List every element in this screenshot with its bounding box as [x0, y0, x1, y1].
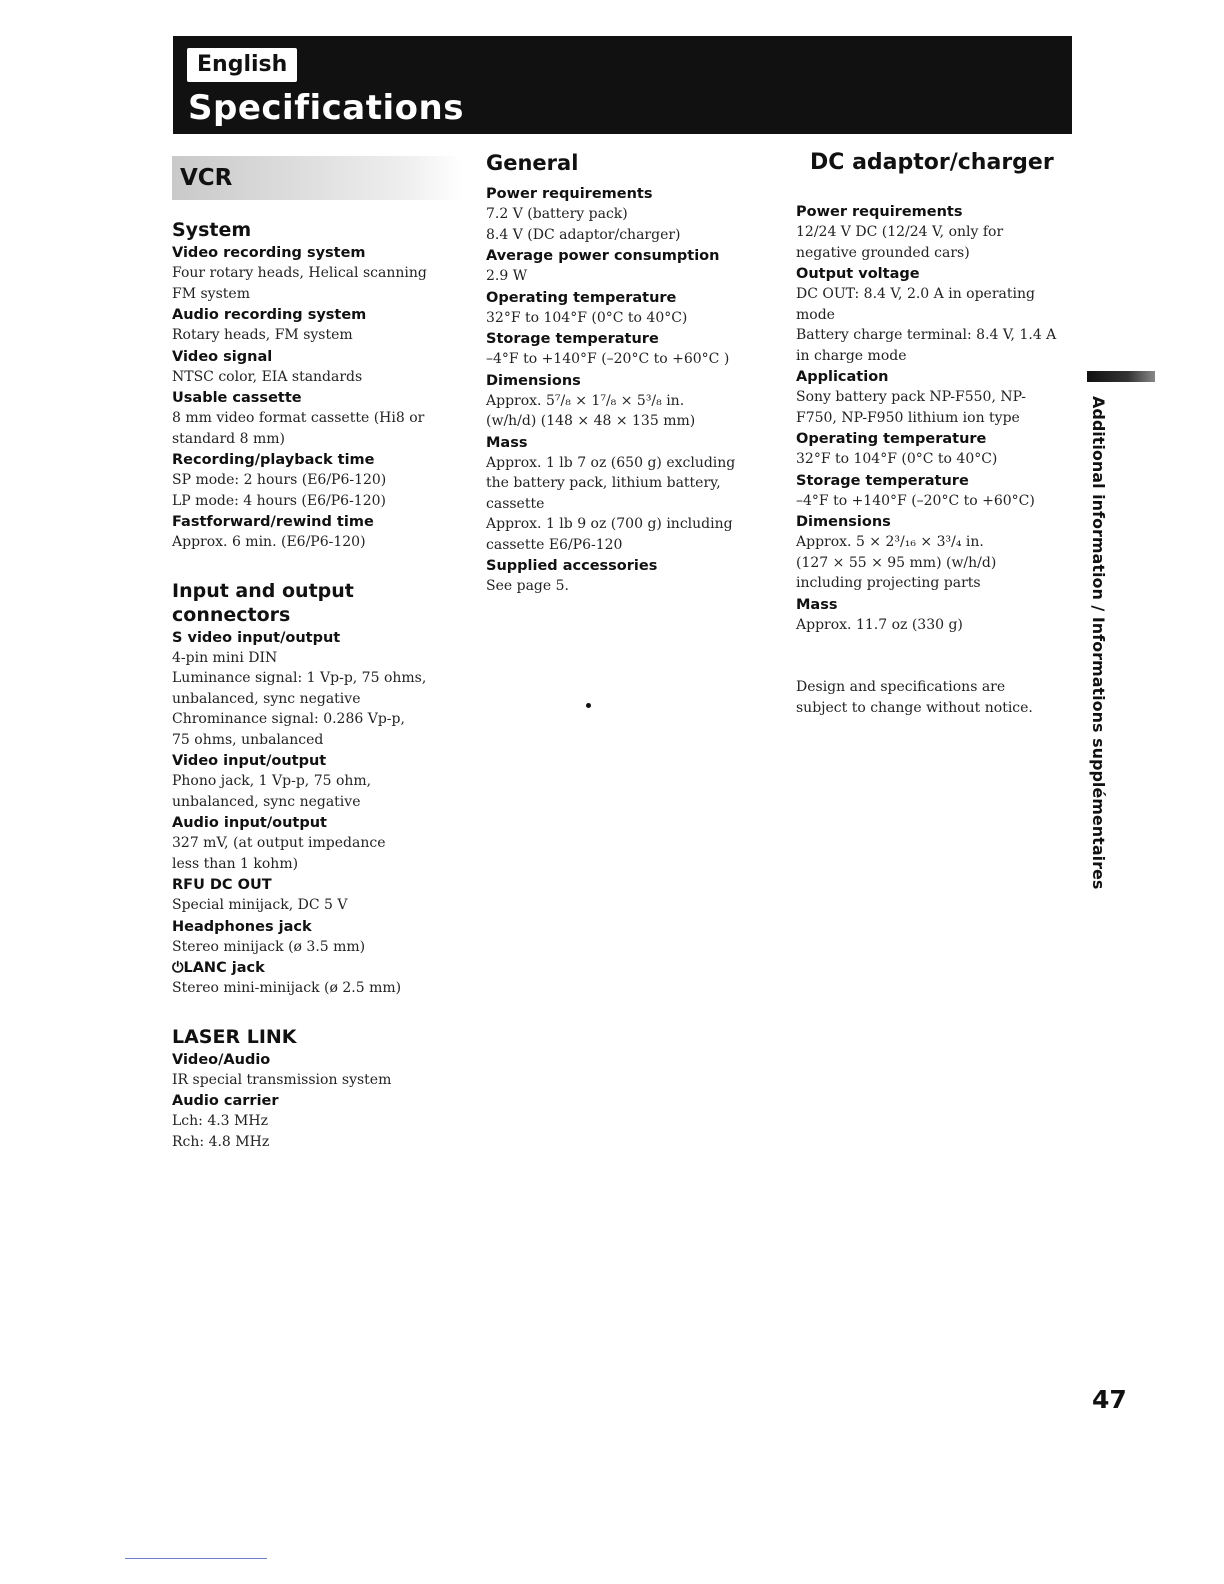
- spec-label: Video/Audio: [172, 1051, 271, 1068]
- io-heading-line2: connectors: [172, 603, 291, 626]
- spec-label: Audio recording system: [172, 307, 367, 323]
- language-badge: English: [187, 48, 297, 82]
- spec-value: –4°F to +140°F (–20°C to +60°C): [796, 492, 1035, 509]
- io-heading-line1: Input and output: [172, 579, 354, 602]
- spec-value: Approx. 11.7 oz (330 g): [796, 616, 963, 633]
- vcr-band: [172, 156, 462, 200]
- general-items: [486, 184, 776, 597]
- spec-value: 2.9 W: [486, 268, 528, 284]
- spec-label: Power requirements: [486, 186, 653, 202]
- spec-value: 12/24 V DC (12/24 V, only for negative grounded cars): [796, 224, 1004, 261]
- page-title: Specifications: [188, 88, 464, 128]
- spec-label: Dimensions: [486, 372, 581, 389]
- laser-link-heading: LASER LINK: [172, 1025, 297, 1048]
- spec-value: 4-pin mini DIN Luminance signal: 1 Vp-p, 75 ohms, unbalanced, sync negative Chrominance signal: 0.286 Vp-p, 75 ohms, unbalanced: [172, 649, 427, 748]
- spec-value: Approx. 5⁷/₈ × 1⁷/₈ × 5³/₈ in. (w/h/d) (148 × 48 × 135 mm): [486, 392, 696, 429]
- section-tab-marker: [1087, 371, 1155, 382]
- page-header: [173, 36, 1072, 134]
- spec-label: Audio carrier: [172, 1093, 279, 1109]
- spec-label: Fastforward/rewind time: [172, 514, 374, 530]
- vcr-column: [172, 150, 462, 1152]
- general-column: [486, 150, 776, 597]
- spec-value: 8 mm video format cassette (Hi8 or standard 8 mm): [172, 410, 425, 447]
- footer-rule: [125, 1558, 267, 1559]
- system-section: [172, 218, 462, 553]
- vcr-band-label: VCR: [180, 165, 233, 191]
- spec-label: Power requirements: [796, 204, 963, 220]
- spec-label: Operating temperature: [796, 431, 987, 447]
- spec-label: Video recording system: [172, 245, 366, 261]
- spec-label: ⏻LANC jack: [172, 960, 265, 976]
- spec-value: NTSC color, EIA standards: [172, 368, 363, 385]
- spec-value: 7.2 V (battery pack) 8.4 V (DC adaptor/charger): [486, 206, 681, 243]
- spec-value: Approx. 6 min. (E6/P6-120): [172, 534, 366, 550]
- spec-value: Approx. 5 × 2³/₁₆ × 3³/₄ in. (127 × 55 × 95 mm) (w/h/d) including projecting parts: [796, 534, 997, 591]
- spec-label: Supplied accessories: [486, 558, 658, 574]
- spec-value: Approx. 1 lb 7 oz (650 g) excluding the battery pack, lithium battery, cassette Approx. 1 lb 9 oz (700 g) including cassette E6/P6-120: [486, 454, 736, 553]
- page-number: 47: [1092, 1385, 1127, 1414]
- spec-value: See page 5.: [486, 578, 569, 594]
- system-heading: System: [172, 219, 252, 241]
- spec-value: 327 mV, (at output impedance less than 1 kohm): [172, 835, 386, 872]
- spec-value: Special minijack, DC 5 V: [172, 897, 348, 913]
- spec-label: Dimensions: [796, 514, 891, 530]
- dc-heading: DC adaptor/charger: [810, 150, 1054, 175]
- dc-column: [796, 150, 1061, 718]
- spec-label: Video input/output: [172, 753, 327, 769]
- spec-label: Storage temperature: [796, 472, 969, 489]
- spec-value: DC OUT: 8.4 V, 2.0 A in operating mode Battery charge terminal: 8.4 V, 1.4 A in charge mode: [796, 286, 1057, 364]
- spec-label: Headphones jack: [172, 918, 312, 935]
- spec-label: Average power consumption: [486, 248, 720, 264]
- spec-value: IR special transmission system: [172, 1071, 392, 1088]
- spec-value: Stereo minijack (ø 3.5 mm): [172, 938, 366, 955]
- spec-label: Mass: [796, 596, 838, 613]
- spec-label: Operating temperature: [486, 289, 677, 306]
- spec-label: S video input/output: [172, 629, 341, 646]
- spec-label: Mass: [486, 434, 528, 451]
- spec-value: 32°F to 104°F (0°C to 40°C): [486, 309, 688, 326]
- spec-value: Rotary heads, FM system: [172, 327, 353, 343]
- spec-value: Stereo mini-minijack (ø 2.5 mm): [172, 980, 402, 996]
- io-section: [172, 579, 462, 999]
- spec-label: Recording/playback time: [172, 452, 375, 468]
- spec-value: –4°F to +140°F (–20°C to +60°C ): [486, 351, 730, 367]
- spec-label: Application: [796, 369, 889, 385]
- spec-label: Audio input/output: [172, 815, 327, 831]
- spec-label: RFU DC OUT: [172, 877, 272, 893]
- spec-label: Output voltage: [796, 266, 920, 282]
- stray-dot: [586, 703, 591, 708]
- spec-label: Video signal: [172, 348, 273, 365]
- spec-value: Sony battery pack NP-F550, NP- F750, NP-F950 lithium ion type: [796, 389, 1026, 426]
- change-notice: Design and specifications are subject to change without notice.: [796, 679, 1033, 716]
- side-section-label: Additional information / Informations supplémentaires: [1089, 396, 1108, 890]
- laser-link-section: [172, 1025, 462, 1153]
- spec-value: Phono jack, 1 Vp-p, 75 ohm, unbalanced, sync negative: [172, 773, 372, 810]
- general-heading: General: [486, 151, 579, 175]
- spec-label: Storage temperature: [486, 331, 659, 347]
- spec-value: Four rotary heads, Helical scanning FM system: [172, 265, 427, 302]
- dc-items: [796, 202, 1061, 635]
- spec-value: 32°F to 104°F (0°C to 40°C): [796, 451, 998, 467]
- spec-value: Lch: 4.3 MHz Rch: 4.8 MHz: [172, 1113, 270, 1150]
- spec-value: SP mode: 2 hours (E6/P6-120) LP mode: 4 hours (E6/P6-120): [172, 472, 387, 509]
- spec-label: Usable cassette: [172, 390, 302, 406]
